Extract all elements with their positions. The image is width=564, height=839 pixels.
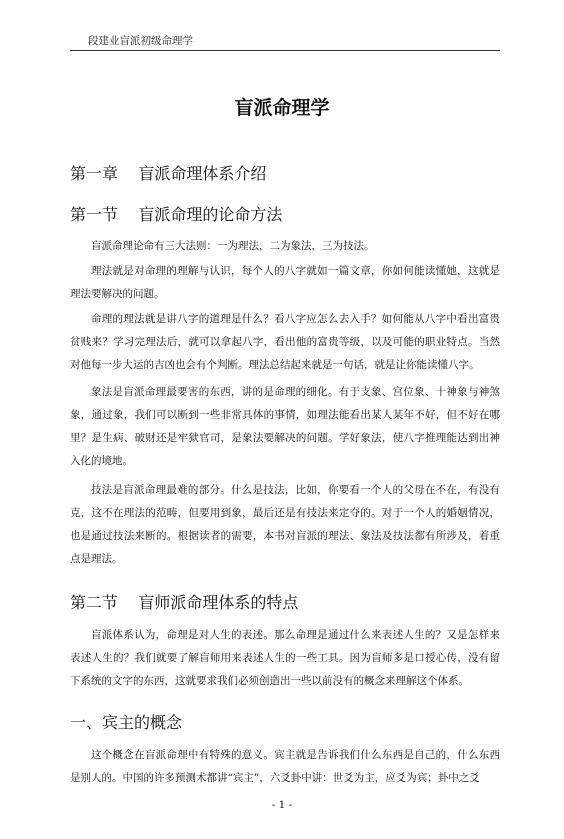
section-heading-1: 第一节 盲派命理的论命方法 (70, 205, 283, 224)
subsection-heading: 一、宾主的概念 (70, 713, 183, 732)
section-heading-2: 第二节 盲师派命理体系的特点 (70, 593, 299, 612)
document-title: 盲派命理学 (234, 97, 330, 119)
paragraph: 命理的理法就是讲八字的道理是什么？看八字应怎么去入手？如何能从八字中看出富贵贫贱来？学习完理法后，就可以拿起八字，看出他的富贵等级，以及可能的职业特点。当然对他每一步大运的吉凶也会有个判断。理法总结起来就是一句话，就是让你能读懂八字。 (70, 313, 500, 371)
paragraph: 技法是盲派命理最难的部分。什么是技法，比如，你要看一个人的父母在不在，有没有克，这不在理法的范畴，但要用到象，最后还是有技法来定夺的。对于一个人的婚姻情况，也是通过技法来断的。根据读者的需要，本书对盲派的理法、象法及技法都有所涉及，着重点是理法。 (70, 484, 500, 565)
paragraph: 象法是盲派命理最要害的东西，讲的是命理的细化。有于支象、宫位象、十神象与神煞象，通过象，我们可以断到一些非常具体的事情，如理法能看出某人某年不好，但不好在哪里？是生病、破财还是牢狱官司，是象法要解决的问题。学好象法，使八字推理能达到出神入化的境地。 (70, 386, 500, 467)
chapter-heading: 第一章 盲派命理体系介绍 (70, 164, 267, 183)
paragraph: 理法就是对命理的理解与认识，每个人的八字就如一篇文章，你如何能读懂她，这就是理法要解决的问题。 (70, 265, 500, 300)
paragraph: 盲派体系认为，命理是对人生的表述。那么命理是通过什么来表述人生的？又是怎样来表述人生的？我们就要了解盲师用来表述人生的一些工具。因为盲师多是口授心传，没有留下系统的文字的东西，这就要求我们必须创造出一些以前没有的概念来理解这个体系。 (70, 629, 500, 687)
header-rule (70, 50, 500, 51)
page-number: - 1 - (271, 799, 293, 811)
paragraph: 盲派命理论命有三大法则：一为理法，二为象法，三为技法。 (91, 240, 375, 252)
running-header: 段建业盲派初级命理学 (88, 35, 193, 47)
paragraph: 这个概念在盲派命理中有特殊的意义。宾主就是告诉我们什么东西是自己的，什么东西是别人的。中国的许多预测术都讲“宾主”，六爻卦中讲：世爻为主，应爻为宾；卦中之爻 (70, 749, 500, 784)
